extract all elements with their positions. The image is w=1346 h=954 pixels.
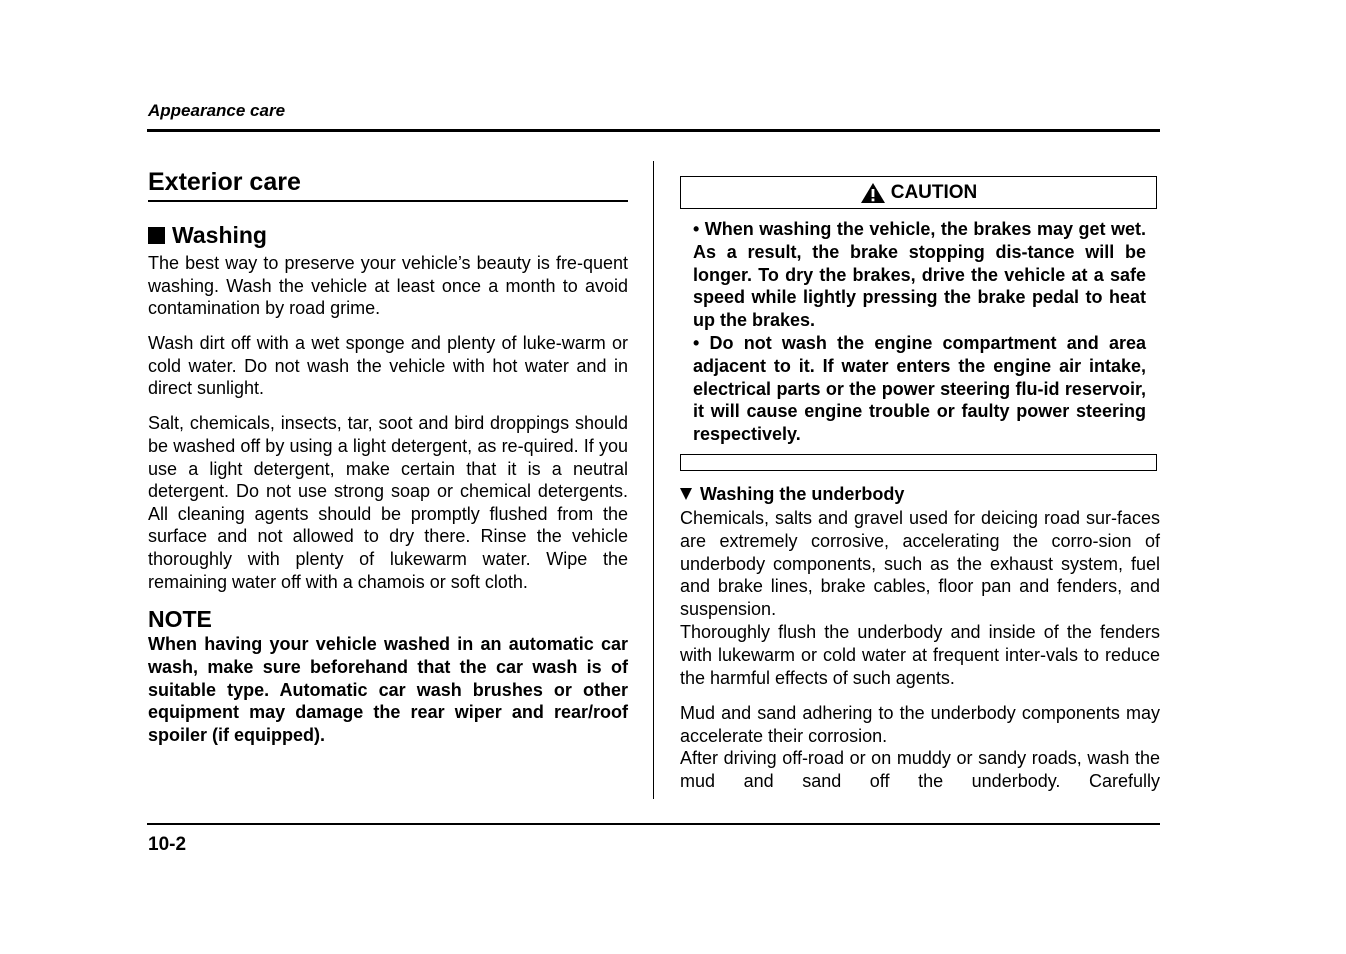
caution-title: CAUTION (890, 181, 978, 203)
subsubsection-title: Washing the underbody (700, 484, 905, 504)
warning-triangle-icon (860, 182, 886, 204)
caution-body (693, 218, 1146, 446)
subsubsection-heading (680, 481, 1160, 507)
body-paragraph: Mud and sand adhering to the underbody components may accelerate their corrosion. (680, 702, 1160, 746)
body-paragraph: Thoroughly flush the underbody and inside of the fenders with lukewarm or cold water at frequent inter-vals to reduce the harmful effects of such agents. (680, 621, 1160, 688)
subsection-title: Washing (172, 222, 267, 248)
page-number: 10-2 (148, 834, 187, 855)
right-column (680, 481, 1160, 793)
square-bullet-icon (148, 227, 165, 244)
caution-footer-box (680, 454, 1157, 471)
body-paragraph: Chemicals, salts and gravel used for deicing road sur-faces are extremely corrosive, accelerating the corro-sion of underbody components, such as the exhaust system, fuel and brake lines, brake cables, floor pan and fenders, and suspension. (680, 508, 1160, 620)
caution-header (680, 176, 1157, 209)
body-paragraph: Wash dirt off with a wet sponge and plenty of luke-warm or cold water. Do not wash the vehicle with hot water and in direct sunlight. (148, 333, 628, 399)
subsection-heading (148, 220, 628, 250)
running-head: Appearance care (148, 101, 286, 120)
caution-item: • Do not wash the engine compartment and area adjacent to it. If water enters the engine air intake, electrical parts or the power steering flu-id reservoir, it will cause engine trouble or faulty power steering respectively. (693, 332, 1146, 445)
column-divider (653, 161, 654, 799)
body-paragraph: Salt, chemicals, insects, tar, soot and bird droppings should be washed off by using a light detergent, as re-quired. If you use a light detergent, make certain that it is a neutral detergent. Do not use strong soap or chemical detergents. All cleaning agents should be promptly flushed from the surface and not allowed to dry there. Rinse the vehicle thoroughly with plenty of lukewarm water. Wipe the remaining water off with a chamois or soft cloth. (148, 413, 628, 592)
footer-rule (147, 823, 1160, 825)
header-rule (147, 129, 1160, 132)
left-column (148, 166, 628, 747)
caution-item: • When washing the vehicle, the brakes may get wet. As a result, the brake stopping dis-tance will be longer. To dry the brakes, drive the vehicle at a safe speed while lightly pressing the brake pedal to heat up the brakes. (693, 219, 1146, 331)
body-paragraph: The best way to preserve your vehicle’s beauty is fre-quent washing. Wash the vehicle at least once a month to avoid contamination by road grime. (148, 253, 628, 319)
body-paragraph: After driving off-road or on muddy or sandy roads, wash the mud and sand off the underbody. Carefully (680, 748, 1160, 792)
note-title: NOTE (148, 606, 212, 633)
section-title-rule (148, 200, 628, 202)
triangle-bullet-icon (680, 488, 692, 500)
section-title: Exterior care (148, 168, 301, 196)
note-body: When having your vehicle washed in an automatic car wash, make sure beforehand that the car wash is of suitable type. Automatic car wash brushes or other equipment may damage the rear wiper and rear/roof spoiler (if equipped). (148, 634, 628, 746)
